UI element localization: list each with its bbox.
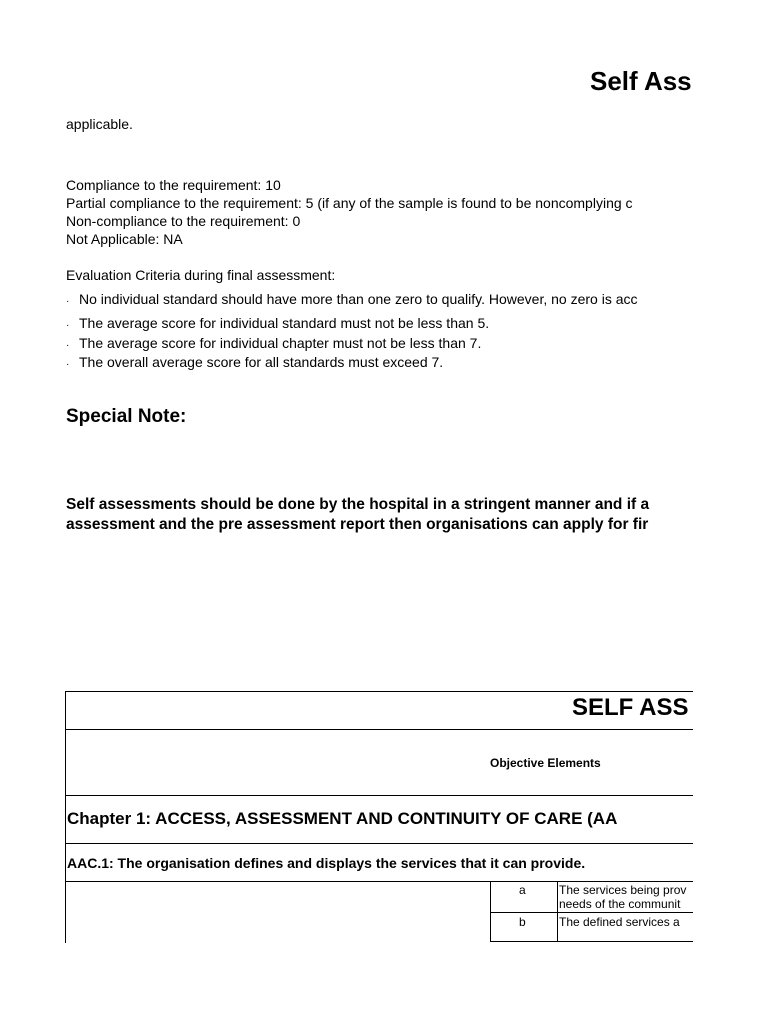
table-column-line [557, 881, 558, 942]
objective-elements-header: Objective Elements [490, 756, 601, 770]
criteria-item [66, 335, 481, 351]
row-label: a [519, 883, 526, 897]
row-text: The defined services a [559, 915, 680, 929]
bullet-icon: · [66, 296, 70, 307]
row-label: b [519, 915, 526, 929]
special-note-heading: Special Note: [66, 406, 187, 427]
row-text: The services being prov [559, 883, 687, 897]
bullet-icon: · [66, 359, 70, 370]
table-divider [490, 941, 693, 942]
table-divider [65, 795, 693, 796]
criteria-item [66, 291, 638, 307]
table-column-line [490, 881, 491, 942]
table-divider [490, 912, 693, 913]
scoring-line-3: Non-compliance to the requirement: 0 [66, 213, 301, 229]
scoring-line-1: Compliance to the requirement: 10 [66, 177, 281, 193]
page-title: Self Ass [590, 66, 692, 96]
criteria-heading: Evaluation Criteria during final assessment: [66, 267, 336, 283]
bullet-icon: · [66, 340, 70, 351]
scoring-line-2: Partial compliance to the requirement: 5 (if any of the sample is found to be noncomplying c [66, 195, 633, 211]
table-divider [65, 729, 693, 730]
table-divider [65, 881, 693, 882]
chapter-heading: Chapter 1: ACCESS, ASSESSMENT AND CONTINUITY OF CARE (AA [67, 809, 618, 828]
bullet-icon: · [66, 320, 70, 331]
intro-applicable-text: applicable. [66, 116, 133, 132]
special-note-line-2: assessment and the pre assessment report then organisations can apply for fir [66, 516, 649, 533]
scoring-line-4: Not Applicable: NA [66, 231, 183, 247]
special-note-line-1: Self assessments should be done by the hospital in a stringent manner and if a [66, 496, 650, 513]
table-title: SELF ASS [572, 694, 689, 721]
criteria-item [66, 354, 443, 370]
table-border-top [65, 691, 693, 692]
criteria-item-text: The average score for individual chapter must not be less than 7. [79, 335, 482, 351]
row-text: needs of the communit [559, 897, 681, 911]
table-divider [65, 843, 693, 844]
criteria-item-text: The overall average score for all standards must exceed 7. [79, 354, 444, 370]
criteria-item-text: The average score for individual standard must not be less than 5. [79, 315, 490, 331]
standard-heading: AAC.1: The organisation defines and displays the services that it can provide. [67, 855, 586, 871]
criteria-item-text: No individual standard should have more than one zero to qualify. However, no zero is acc [79, 291, 638, 307]
criteria-item [66, 315, 489, 331]
